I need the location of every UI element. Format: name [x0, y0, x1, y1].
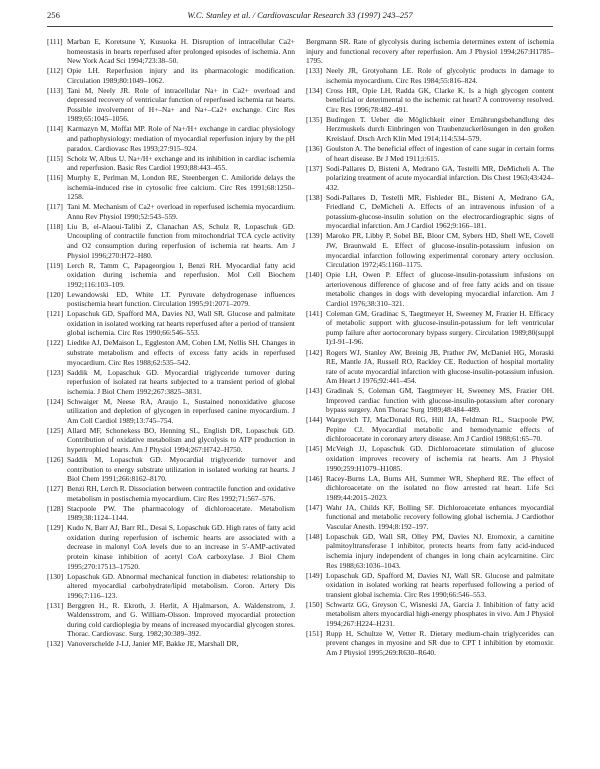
reference-text: Saddik M, Lopaschuk GD. Myocardial triglyceride turnover during reperfusion of isolated rat hearts subjected to a transient period of global ischemia. J Biol Chem 1992;267:3825–3831. [67, 367, 295, 396]
reference-text: Lopaschuk GD, Spafford M, Davies NJ, Wall SR. Glucose and palmitate oxidation in isolated working rat hearts reperfused following a period of transient global ischemia. Circ Res 1990;66:546–553. [326, 570, 554, 599]
reference-text: Opie LH, Owen P. Effect of glucose-insulin-potassium infusions on arteriovenous difference of glucose and of free fatty acids and on tissue metabolic changes in dogs with developing myocardial infarction. Am J Cardiol 1976;38:310–321. [326, 270, 554, 308]
reference-text: Marban E, Koretsune Y, Kusuoka H. Disruption of intracellular Ca2+ homeostasis in hearts reperfused after prolonged episodes of ischemia. Ann New York Acad Sci 1994;723:38–50. [67, 37, 295, 66]
reference-item [47, 309, 295, 338]
reference-item [47, 173, 295, 202]
reference-number: [117] [47, 202, 63, 212]
reference-text: Saddik M, Lopaschuk GD. Myocardial triglyceride turnover and contribution to energy substrate utilization in isolated working rat hearts. J Biol Chem 1991;266:8162–8170. [67, 455, 295, 484]
reference-text: Sodi-Pallares D, Bisteni A, Medrano GA, Testelli MR, DeMicheli A. The polarizing treatment of acute myocardial infarction. Dis Chest 1963;43:424–432. [326, 163, 554, 192]
reference-number: [116] [47, 173, 63, 183]
reference-item [47, 523, 295, 571]
reference-number: [127] [47, 484, 64, 494]
reference-text: Coleman GM, Gradinac S, Taegtmeyer H, Sweeney M, Frazier H. Efficacy of metabolic support with glucose-insulin-potassium for left ventricular pump failure after aortocoronary bypass surgery. Circulation 1989;80(suppl I):I-91–I-96. [326, 308, 554, 347]
reference-item [306, 164, 554, 193]
reference-number: [122] [47, 338, 64, 348]
reference-item [306, 193, 554, 231]
reference-continuation: Bergmann SR. Rate of glycolysis during ischemia determines extent of ischemia injury and functional recovery after reperfusion. Am J Physiol 1994;267:H1785–1795. [306, 37, 554, 66]
reference-item [47, 397, 295, 426]
reference-item [306, 270, 554, 308]
reference-number: [142] [306, 347, 323, 357]
reference-item [47, 601, 295, 639]
reference-number: [134] [306, 85, 323, 95]
reference-number: [126] [47, 455, 64, 465]
reference-item [47, 37, 295, 66]
reference-item [306, 86, 554, 115]
reference-text: Lerch R, Tamm C, Papageorgiou I, Benzi RH. Myocardial fatty acid oxidation during ischemia and reperfusion. Mol Cell Biochem 1992;116:103–109. [67, 260, 295, 289]
reference-text: Vanoverschelde J-LJ, Janier MF, Bakke JE, Marshall DR, [67, 639, 239, 649]
reference-item [306, 571, 554, 600]
reference-text: Budingen T. Ueber die Möglichkeit einer Ernährungsbehandlung des Herzmuskels durch Einbringen von Traubenzuckerlösungen in den großen Kreislauf. Dtsch Arch Klin Med 1914;114:534–579. [326, 114, 554, 143]
reference-item [47, 338, 295, 367]
reference-text: Kudo N, Barr AJ, Barr RL, Desai S, Lopaschuk GD. High rates of fatty acid oxidation during reperfusion of ischemic hearts are associated with a decrease in malonyl CoA levels due to an increase in 5'-AMP-activated protein kinase inhibition of acetyl CoA carboxylase. J Biol Chem 1995;270:17513–17520. [67, 523, 295, 571]
reference-item [306, 600, 554, 629]
page-header [47, 10, 553, 22]
reference-number: [129] [47, 523, 64, 533]
reference-number: [146] [306, 473, 323, 483]
reference-number: [151] [306, 628, 323, 638]
reference-number: [141] [306, 308, 323, 318]
reference-item [306, 474, 554, 503]
reference-number: [150] [306, 599, 323, 609]
reference-item [47, 202, 295, 221]
reference-number: [131] [47, 600, 64, 610]
reference-text: Sodi-Pallares D, Testelli MR, Fishleder BL, Bisteni A, Medrano GA, Friedland C, DeMicheli A. Effects of an intravenous infusion of a potassium-glucose-insulin solution on the electrocardiographic signs of myocardial infarction. Am J Cardiol 1962;9:166–181. [326, 192, 554, 231]
reference-item [47, 484, 295, 503]
reference-number: [148] [306, 531, 323, 541]
reference-number: [119] [47, 260, 63, 270]
reference-item [47, 222, 295, 260]
reference-item [306, 309, 554, 347]
reference-item [306, 386, 554, 415]
reference-number: [121] [47, 309, 64, 319]
reference-number: [128] [47, 503, 64, 513]
reference-item [47, 124, 295, 153]
reference-text: Karmazyn M, Moffat MP. Role of Na+/H+ exchange in cardiac physiology and pathophysiology: mediation of myocardial reperfusion injury by the pH paradox. Cardiovasc Res 1993;27:915–924. [67, 124, 295, 153]
reference-item [306, 444, 554, 473]
reference-text: Maroko PR, Libby P, Sobel BE, Bloor CM, Sybers HD, Shell WE, Covell JW, Braunwald E. Effect of glucose-insulin-potassium infusion on myocardial infarction following experimental coronary artery occlusion. Circulation 1972;45:1160–1175. [326, 231, 554, 270]
reference-text: Wahr JA, Childs KF, Bolling SF. Dichloroacetate enhances myocardial functional and metabolic recovery following global ischemia. J Cardiothor Vascular Anesth. 1994;8:192–197. [326, 502, 554, 531]
reference-item [47, 572, 295, 601]
reference-text: Schwartz GG, Greyson C, Wisneski JA, Garcia J. Inhibition of fatty acid metabolism alters myocardial high-energy phosphates in vivo. Am J Physiol 1994;267:H224–H231. [326, 599, 554, 628]
reference-text: Scholz W, Albus U. Na+/H+ exchange and its inhibition in cardiac ischemia and reperfusion. Basic Res Cardiol 1993;88:443–455. [67, 153, 295, 173]
reference-number: [147] [306, 502, 323, 512]
reference-text: Schwaiger M, Neese RA, Araujo L, Sustained nonoxidative glucose utilization and depletion of glycogen in reperfused canine myocardium. J Am Coll Cardiol 1989;13:745–754. [67, 396, 295, 425]
reference-item [47, 639, 295, 649]
reference-number: [149] [306, 570, 323, 580]
reference-item [306, 503, 554, 532]
reference-item [306, 629, 554, 658]
reference-number: [139] [306, 231, 323, 241]
reference-text: Cross HR, Opie LH, Radda GK, Clarke K. Is a high glycogen content beneficial or deterimental to the ischemic rat heart? A controversy resolved. Circ Res 1996;78:482–491. [326, 85, 554, 114]
reference-number: [118] [47, 221, 63, 231]
reference-text: Liedtke AJ, DeMaison L, Eggleston AM, Cohen LM, Nellis SH. Changes in substrate metabolism and effects of excess fatty acids in reperfused myocardium. Circ Res 1988;62:535–542. [67, 338, 295, 367]
reference-text: Allard MF, Schonekess BO, Henning SL, English DR, Lopaschuk GD. Contribution of oxidative metabolism and glycolysis to ATP production in hypertrophied hearts. Am J Physiol 1994;267:H742–H750. [67, 425, 295, 454]
reference-text: Lopaschuk GD, Wall SR, Olley PM, Davies NJ. Etomoxir, a carnitine palmitoyltransferase I inhibitor, protects hearts from fatty acid-induced ischemia injury independent of changes in long chain acylcarnitine. Circ Res 1988;63:1036–1043. [326, 531, 554, 570]
reference-text: Lopaschuk GD, Spafford MA, Davies NJ, Wall SR. Glucose and palmitate oxidation in isolated working rat hearts reperfused after a period of transient global ischemia. Circ Res 1990;66:546–553. [67, 309, 295, 338]
reference-number: [132] [47, 639, 64, 649]
reference-item [47, 426, 295, 455]
reference-text: Benzi RH, Lerch R. Dissociation between contractile function and oxidative metabolism in postischemia myocardium. Circ Res 1992;71:567–576. [67, 484, 295, 503]
reference-text: Stacpoole PW. The pharmacology of dichloroacetate. Metabolism 1989;38:1124–1144. [67, 503, 295, 523]
reference-item [306, 66, 554, 85]
running-title: W.C. Stanley et al. / Cardiovascular Research 33 (1997) 243–257 [187, 10, 413, 20]
reference-text: Tani M, Neely JR. Role of intracellular Na+ in Ca2+ overload and depressed recovery of ventricular function of reperfused ischemia rat hearts. Possible involvement of H+–Na+ and Na+–Ca2+ exchange. Circ Res 1989;65:1045–1056. [67, 85, 295, 124]
reference-column-left [47, 37, 295, 649]
reference-item [306, 115, 554, 144]
reference-text: Neely JR, Grotyohann LE. Role of glycolytic products in damage to ischemia myocardium. Circ Res 1984;55:816–824. [326, 66, 554, 85]
reference-number: [137] [306, 163, 323, 173]
reference-number: [140] [306, 270, 323, 280]
reference-number: [145] [306, 444, 323, 454]
reference-item [47, 455, 295, 484]
reference-number: [124] [47, 396, 64, 406]
reference-number: [136] [306, 144, 323, 154]
reference-item [47, 504, 295, 523]
reference-text: Racey-Burns LA, Burns AH, Summer WR, Shepherd RE. The effect of dichloroacetate on the isolated no flow arrested rat heart. Life Sci 1989;44:2015–2023. [326, 473, 554, 502]
reference-number: [130] [47, 571, 64, 581]
reference-number: [112] [47, 66, 63, 76]
reference-item [306, 348, 554, 386]
reference-item [47, 261, 295, 290]
reference-text: Rupp H, Schultze W, Vetter R. Dietary medium-chain triglycerides can prevent changes in myosine and SR due to CPT I inhibition by etomoxir. Am J Physiol 1995;269:R630–R640. [326, 628, 554, 657]
reference-text: Opie LH. Reperfusion injury and its pharmacologic modification. Circulation 1989;80:1049–1062. [67, 66, 295, 85]
reference-text: Goulston A. The beneficial effect of ingestion of cane sugar in certain forms of heart disease. Br J Med 1911;i:615. [326, 144, 554, 163]
reference-number: [135] [306, 114, 323, 124]
reference-number: [113] [47, 85, 63, 95]
reference-text: Gradinak S, Coleman GM, Taegtmeyer H, Sweeney MS, Frazier OH. Improved cardiac function with glucose-insulin-potassium after coronary bypass surgery. Ann Thorac Surg 1989;48:484–489. [326, 386, 554, 415]
reference-number: [114] [47, 124, 63, 134]
header-rule [47, 26, 553, 27]
reference-number: [138] [306, 192, 323, 202]
reference-item [306, 415, 554, 444]
reference-text: Liu B, el-Alaoui-Talibi Z, Clanachan AS, Schulz R, Lopaschuk GD. Uncoupling of contractile function from mitochondrial TCA cycle activity and O2 consumption during reperfusion of ischemia rat hearts. Am J Physiol 1996;270:H72–H80. [67, 221, 295, 260]
reference-number: [144] [306, 415, 323, 425]
reference-number: [111] [47, 37, 63, 46]
reference-column-right [306, 37, 554, 658]
page-number: 256 [47, 10, 60, 20]
reference-text: Lewandowski ED, White LT. Pyruvate dehydrogenase influences postischemia heart function. Circulation 1995;91:2071–2079. [67, 289, 295, 309]
reference-number: [120] [47, 289, 64, 299]
reference-text: Tani M. Mechanism of Ca2+ overload in reperfused ischemia myocardium. Annu Rev Physiol 1990;52:543–559. [67, 202, 295, 221]
reference-number: [115] [47, 153, 63, 163]
reference-number: [143] [306, 386, 323, 396]
reference-text: Lopaschuk GD. Abnormal mechanical function in diabetes: relationship to altered myocardial carbohydrate/lipid metabolism. Coron. Artery Dis 1996;7:116–123. [67, 571, 295, 600]
reference-number: [125] [47, 425, 64, 435]
reference-item [306, 144, 554, 163]
reference-item [47, 86, 295, 124]
reference-item [47, 368, 295, 397]
reference-number: [133] [306, 66, 323, 76]
reference-item [47, 154, 295, 173]
reference-item [47, 290, 295, 309]
reference-text: Wargovich TJ, MacDonald RG, Hill JA, Feldman RL, Stacpoole PW, Pepine CJ. Myocardial metabolic and hemodynamic effects of dichloroacetate in coronary artery disease. Am J Cardiol 1988;61:65–70. [326, 415, 554, 444]
reference-item [306, 231, 554, 269]
reference-item [306, 532, 554, 570]
reference-text: Berggren H., R. Ekroth, J. Herlit, A Hjalmarson, A. Waldenstrom, J. Waldensstrom, and G. William-Olsson. Improved myocardial protection during cold cardioplegia by means of increased myocardial glycogen stores. Thorac. Cardiovasc. Surg. 1982;30:389–392. [67, 600, 295, 639]
reference-text: Rogers WJ, Stanley AW, Breinig JB, Prather JW, McDaniel HG, Moraski RE, Mantle JA, Russell RO, Rackley CE. Reduction of hospital mortality rate of acute myocardial infarction with glucose-insulin-potassium infusion. Am Heart J 1976;92:441–454. [326, 347, 554, 386]
reference-text: Murphy E, Perlman M, London RE, Steenbergen C. Amiloride delays the ischemia-induced rise in cytosolic free calcium. Circ Res 1991;68:1250–1258. [67, 173, 295, 202]
reference-number: [123] [47, 367, 64, 377]
reference-text: McVeigh JJ, Lopaschuk GD. Dichloroacetate stimulation of glucose oxidation improves recovery of ischemia rat hearts. Am J Physiol 1990;259:H1079–H1085. [326, 444, 554, 473]
reference-item [47, 66, 295, 85]
